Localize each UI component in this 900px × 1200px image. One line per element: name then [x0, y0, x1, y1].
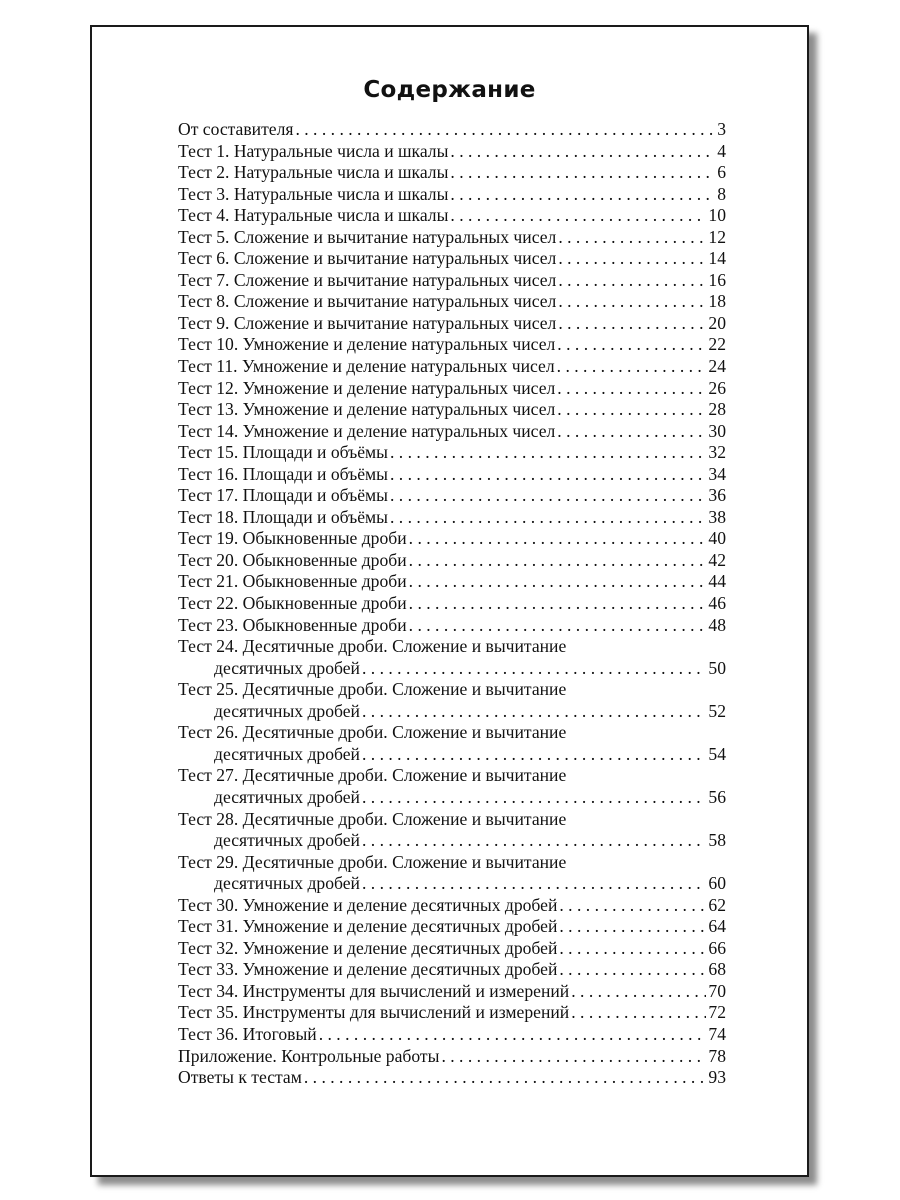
toc-entry-line	[178, 528, 726, 550]
toc-page-number: 24	[708, 356, 726, 377]
toc-entry	[178, 722, 726, 765]
toc-entry-title: Тест 7. Сложение и вычитание натуральных чисел	[178, 269, 557, 290]
toc-entry-line	[178, 809, 726, 831]
toc-entry-line	[178, 248, 726, 270]
dot-leader	[557, 378, 706, 400]
toc-entry-title: Тест 3. Натуральные числа и шкалы	[178, 183, 449, 204]
toc-entry	[178, 421, 726, 443]
toc-entry	[178, 615, 726, 637]
toc-entry-line	[178, 1067, 726, 1089]
toc-entry-line	[178, 507, 726, 529]
dot-leader	[557, 334, 706, 356]
dot-leader	[390, 507, 706, 529]
toc-entry	[178, 507, 726, 529]
dot-leader	[409, 615, 707, 637]
toc-entry-title: десятичных дробей	[214, 873, 360, 894]
toc-page-number: 56	[708, 786, 726, 807]
toc-entry-title: десятичных дробей	[214, 786, 360, 807]
book-page	[90, 25, 809, 1177]
dot-leader	[450, 141, 715, 163]
toc-entry	[178, 334, 726, 356]
toc-entry-title: Тест 31. Умножение и деление десятичных дробей	[178, 916, 558, 937]
toc-page-number: 22	[708, 334, 726, 355]
toc-entry-title: Тест 11. Умножение и деление натуральных чисел	[178, 356, 555, 377]
toc-entry	[178, 378, 726, 400]
toc-entry-continuation	[178, 830, 726, 852]
toc-entry-title: Тест 32. Умножение и деление десятичных дробей	[178, 937, 558, 958]
toc-page-number: 48	[708, 614, 726, 635]
toc-entry-title: Тест 2. Натуральные числа и шкалы	[178, 162, 449, 183]
dot-leader	[362, 830, 706, 852]
dot-leader	[450, 205, 706, 227]
toc-entry-line	[178, 421, 726, 443]
toc-entry-line	[178, 636, 726, 658]
toc-entry-title: Тест 12. Умножение и деление натуральных чисел	[178, 377, 556, 398]
dot-leader	[559, 959, 706, 981]
toc-entry-title: Тест 13. Умножение и деление натуральных чисел	[178, 399, 556, 420]
toc-page-number: 34	[708, 463, 726, 484]
toc-page-number: 14	[708, 248, 726, 269]
toc-entry-continuation	[178, 744, 726, 766]
toc-entry-line	[178, 141, 726, 163]
toc-entry-title: Тест 30. Умножение и деление десятичных дробей	[178, 894, 558, 915]
toc-entry	[178, 248, 726, 270]
toc-entry	[178, 1067, 726, 1089]
toc-entry-title: десятичных дробей	[214, 743, 360, 764]
dot-leader	[409, 593, 707, 615]
toc-entry-line	[178, 227, 726, 249]
toc-entry	[178, 981, 726, 1003]
toc-entry	[178, 291, 726, 313]
toc-page-number: 72	[708, 1002, 726, 1023]
toc-entry	[178, 356, 726, 378]
toc-page-number: 3	[717, 119, 726, 139]
toc-entry-title: десятичных дробей	[214, 700, 360, 721]
toc-entry-line	[178, 571, 726, 593]
toc-entry-title: Тест 28. Десятичные дроби. Сложение и вычитание	[178, 808, 567, 829]
toc-page-number: 32	[708, 442, 726, 463]
toc-entry	[178, 528, 726, 550]
dot-leader	[441, 1046, 706, 1068]
toc-entry-line	[178, 485, 726, 507]
toc-entry-title: Тест 14. Умножение и деление натуральных чисел	[178, 420, 556, 441]
toc-entry	[178, 852, 726, 895]
dot-leader	[557, 399, 706, 421]
toc-page-number: 18	[708, 291, 726, 312]
toc-entry	[178, 162, 726, 184]
toc-page-number: 36	[708, 485, 726, 506]
toc-entry	[178, 679, 726, 722]
toc-page-number: 44	[708, 571, 726, 592]
dot-leader	[362, 701, 706, 723]
toc-entry	[178, 1024, 726, 1046]
table-of-contents	[178, 119, 726, 1089]
toc-entry	[178, 227, 726, 249]
toc-page-number: 62	[708, 894, 726, 915]
toc-page-number: 50	[708, 657, 726, 678]
toc-entry-title: Тест 36. Итоговый	[178, 1023, 317, 1044]
toc-page-number: 68	[708, 959, 726, 980]
toc-entry-title: Тест 4. Натуральные числа и шкалы	[178, 205, 449, 226]
dot-leader	[450, 162, 715, 184]
toc-entry-line	[178, 679, 726, 701]
toc-entry	[178, 270, 726, 292]
dot-leader	[450, 184, 715, 206]
toc-entry-title: От составителя	[178, 119, 294, 139]
toc-entry-title: Тест 5. Сложение и вычитание натуральных чисел	[178, 226, 557, 247]
toc-entry	[178, 205, 726, 227]
dot-leader	[558, 313, 706, 335]
dot-leader	[390, 442, 706, 464]
dot-leader	[559, 916, 706, 938]
toc-entry-line	[178, 442, 726, 464]
dot-leader	[557, 421, 706, 443]
toc-page-number: 42	[708, 549, 726, 570]
page-title: Содержание	[363, 77, 536, 103]
toc-entry-title: Тест 24. Десятичные дроби. Сложение и вычитание	[178, 636, 567, 657]
dot-leader	[362, 658, 706, 680]
dot-leader	[409, 550, 707, 572]
toc-entry-line	[178, 722, 726, 744]
toc-page-number: 70	[708, 980, 726, 1001]
toc-entry-title: Ответы к тестам	[178, 1067, 302, 1088]
toc-entry-title: Тест 1. Натуральные числа и шкалы	[178, 140, 449, 161]
toc-entry-line	[178, 356, 726, 378]
toc-page-number: 8	[717, 183, 726, 204]
toc-entry-title: Тест 23. Обыкновенные дроби	[178, 614, 407, 635]
toc-entry-line	[178, 765, 726, 787]
toc-entry-line	[178, 205, 726, 227]
toc-entry	[178, 464, 726, 486]
toc-entry-line	[178, 1002, 726, 1024]
toc-entry-line	[178, 550, 726, 572]
toc-entry-line	[178, 959, 726, 981]
toc-entry-line	[178, 399, 726, 421]
toc-entry-continuation	[178, 701, 726, 723]
toc-entry-line	[178, 593, 726, 615]
toc-page-number: 38	[708, 506, 726, 527]
toc-entry-title: Тест 19. Обыкновенные дроби	[178, 528, 407, 549]
toc-entry	[178, 571, 726, 593]
dot-leader	[571, 1002, 706, 1024]
toc-entry-title: Тест 8. Сложение и вычитание натуральных чисел	[178, 291, 557, 312]
toc-page-number: 78	[708, 1045, 726, 1066]
toc-entry-title: десятичных дробей	[214, 657, 360, 678]
toc-entry	[178, 1002, 726, 1024]
dot-leader	[295, 119, 715, 141]
toc-entry-line	[178, 895, 726, 917]
toc-entry	[178, 809, 726, 852]
toc-page-number: 54	[708, 743, 726, 764]
toc-entry-line	[178, 291, 726, 313]
toc-page-number: 4	[717, 140, 726, 161]
toc-entry	[178, 442, 726, 464]
toc-page-number: 52	[708, 700, 726, 721]
toc-page-number: 58	[708, 830, 726, 851]
dot-leader	[319, 1024, 707, 1046]
toc-entry-continuation	[178, 873, 726, 895]
toc-entry	[178, 765, 726, 808]
toc-page-number: 66	[708, 937, 726, 958]
toc-entry-title: Тест 21. Обыкновенные дроби	[178, 571, 407, 592]
dot-leader	[558, 291, 706, 313]
toc-entry-title: Тест 26. Десятичные дроби. Сложение и вычитание	[178, 722, 567, 743]
toc-page-number: 64	[708, 916, 726, 937]
toc-entry	[178, 1046, 726, 1068]
toc-entry	[178, 184, 726, 206]
toc-entry-title: Тест 27. Десятичные дроби. Сложение и вычитание	[178, 765, 567, 786]
toc-entry-line	[178, 1024, 726, 1046]
toc-entry-title: Тест 18. Площади и объёмы	[178, 506, 388, 527]
toc-page-number: 26	[708, 377, 726, 398]
toc-entry	[178, 550, 726, 572]
toc-entry	[178, 959, 726, 981]
toc-entry-line	[178, 615, 726, 637]
dot-leader	[409, 528, 707, 550]
toc-page-number: 30	[708, 420, 726, 441]
dot-leader	[362, 787, 706, 809]
toc-entry-title: Тест 33. Умножение и деление десятичных дробей	[178, 959, 558, 980]
toc-entry-title: Тест 9. Сложение и вычитание натуральных чисел	[178, 312, 557, 333]
toc-page-number: 6	[717, 162, 726, 183]
dot-leader	[558, 248, 706, 270]
toc-entry-title: Тест 25. Десятичные дроби. Сложение и вычитание	[178, 679, 567, 700]
toc-page-number: 60	[708, 873, 726, 894]
toc-entry-line	[178, 184, 726, 206]
toc-entry	[178, 313, 726, 335]
toc-entry-continuation	[178, 787, 726, 809]
toc-entry-title: десятичных дробей	[214, 830, 360, 851]
toc-entry-continuation	[178, 658, 726, 680]
toc-page-number: 40	[708, 528, 726, 549]
toc-entry-title: Тест 10. Умножение и деление натуральных чисел	[178, 334, 556, 355]
toc-entry	[178, 399, 726, 421]
toc-entry-line	[178, 162, 726, 184]
toc-entry	[178, 938, 726, 960]
toc-entry	[178, 636, 726, 679]
toc-page-number: 12	[708, 226, 726, 247]
toc-entry-title: Тест 16. Площади и объёмы	[178, 463, 388, 484]
toc-entry-line	[178, 334, 726, 356]
toc-entry	[178, 916, 726, 938]
toc-entry-title: Тест 22. Обыкновенные дроби	[178, 593, 407, 614]
dot-leader	[390, 464, 706, 486]
toc-entry-title: Тест 29. Десятичные дроби. Сложение и вычитание	[178, 851, 567, 872]
dot-leader	[557, 356, 707, 378]
toc-entry-title: Приложение. Контрольные работы	[178, 1045, 440, 1066]
toc-entry-line	[178, 1046, 726, 1068]
toc-page-number: 93	[708, 1067, 726, 1088]
dot-leader	[409, 571, 707, 593]
toc-page-number: 28	[708, 399, 726, 420]
toc-page-number: 20	[708, 312, 726, 333]
dot-leader	[559, 895, 706, 917]
toc-entry-line	[178, 981, 726, 1003]
dot-leader	[558, 227, 706, 249]
dot-leader	[559, 938, 706, 960]
toc-entry	[178, 119, 726, 141]
toc-entry-line	[178, 378, 726, 400]
toc-entry	[178, 485, 726, 507]
dot-leader	[304, 1067, 707, 1089]
toc-entry-title: Тест 20. Обыкновенные дроби	[178, 549, 407, 570]
toc-entry-title: Тест 34. Инструменты для вычислений и измерений	[178, 980, 570, 1001]
toc-page-number: 10	[708, 205, 726, 226]
toc-entry-line	[178, 270, 726, 292]
dot-leader	[390, 485, 706, 507]
toc-entry-line	[178, 313, 726, 335]
toc-entry-line	[178, 119, 726, 141]
toc-entry-line	[178, 938, 726, 960]
toc-entry	[178, 141, 726, 163]
dot-leader	[558, 270, 706, 292]
toc-entry	[178, 895, 726, 917]
toc-entry-line	[178, 852, 726, 874]
toc-page-number: 46	[708, 593, 726, 614]
dot-leader	[571, 981, 706, 1003]
toc-entry-title: Тест 6. Сложение и вычитание натуральных чисел	[178, 248, 557, 269]
dot-leader	[362, 873, 706, 895]
dot-leader	[362, 744, 706, 766]
toc-page-number: 16	[708, 269, 726, 290]
toc-entry-title: Тест 15. Площади и объёмы	[178, 442, 388, 463]
toc-entry	[178, 593, 726, 615]
toc-entry-line	[178, 464, 726, 486]
toc-entry-title: Тест 17. Площади и объёмы	[178, 485, 388, 506]
toc-entry-line	[178, 916, 726, 938]
toc-entry-title: Тест 35. Инструменты для вычислений и измерений	[178, 1002, 570, 1023]
toc-page-number: 74	[708, 1023, 726, 1044]
